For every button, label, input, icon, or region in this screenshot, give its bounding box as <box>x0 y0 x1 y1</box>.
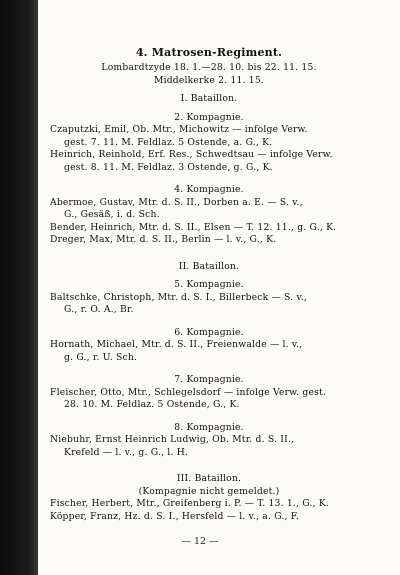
casualty-entry-line: Bender, Heinrich, Mtr. d. S. II., Elsen — T. 12. 11., g. G., K. <box>50 221 337 233</box>
battalion-heading: II. Bataillon. <box>178 260 240 272</box>
casualty-entry-line: Fischer, Herbert, Mtr., Greifenberg i. P. — T. 13. 1., G., K. <box>50 498 330 509</box>
casualty-entry-line: Hornath, Michael, Mtr. d. S. II., Freienwalde — l. v., <box>50 339 303 350</box>
casualty-entry-line: G., Gesäß, i. d. Sch. <box>64 209 160 220</box>
casualty-entry-line: Baltschke, Christoph, Mtr. d. S. I., Billerbeck — S. v., <box>50 291 307 303</box>
company-heading: (Kompagnie nicht gemeldet.) <box>138 485 280 497</box>
company-heading: 6. Kompagnie. <box>174 326 244 338</box>
casualty-entry-line: g. G., r. U. Sch. <box>64 351 138 363</box>
casualty-entry-line: gest. 7. 11. M. Feldlaz. 5 Ostende, a. G., K. <box>64 136 273 148</box>
casualty-entry-line: Krefeld — l. v., g. G., l. H. <box>64 446 189 458</box>
company-heading: 5. Kompagnie. <box>174 279 244 290</box>
scan-shadow-edge <box>0 0 38 575</box>
date-line-2: Middelkerke 2. 11. 15. <box>153 74 265 86</box>
casualty-entry-line: Abermoe, Gustav, Mtr. d. S. II., Dorben a. E. — S. v., <box>50 196 303 208</box>
casualty-entry-line: Heinrich, Reinhold, Erf. Res., Schwedtsau — infolge Verw. <box>50 149 333 160</box>
casualty-entry-line: Fleischer, Otto, Mtr., Schlegelsdorf — infolge Verw. gest. <box>50 386 327 398</box>
company-heading: 8. Kompagnie. <box>174 421 244 433</box>
casualty-entry-line: Niebuhr, Ernst Heinrich Ludwig, Ob. Mtr. d. S. II., <box>50 434 295 445</box>
regiment-heading: 4. Matrosen-Regiment. <box>135 46 283 59</box>
company-heading: 2. Kompagnie. <box>174 111 244 123</box>
casualty-entry-line: Czaputzki, Emil, Ob. Mtr., Michowitz — infolge Verw. <box>50 124 308 135</box>
casualty-entry-line: G., r. O. A., Br. <box>64 304 134 315</box>
casualty-entry-line: 28. 10. M. Feldlaz. 5 Ostende, G., K. <box>64 399 240 410</box>
date-line-1: Lombardtzyde 18. 1.—28. 10. bis 22. 11. 15. <box>101 62 317 73</box>
casualty-entry-line: gest. 8. 11. M. Feldlaz. 3 Ostende, g. G., K. <box>64 161 273 173</box>
company-heading: 7. Kompagnie. <box>174 374 244 385</box>
battalion-heading: I. Bataillon. <box>180 93 238 104</box>
company-heading: 4. Kompagnie. <box>174 184 244 195</box>
page-number: — 12 — <box>181 536 219 547</box>
battalion-heading: III. Bataillon. <box>176 473 242 484</box>
document-text <box>50 46 368 523</box>
casualty-entry-line: Köpper, Franz, Hz. d. S. I., Hersfeld — l. v., a. G., F. <box>50 510 300 522</box>
casualty-entry-line: Dreger, Max, Mtr. d. S. II., Berlin — l. v., G., K. <box>50 234 277 245</box>
